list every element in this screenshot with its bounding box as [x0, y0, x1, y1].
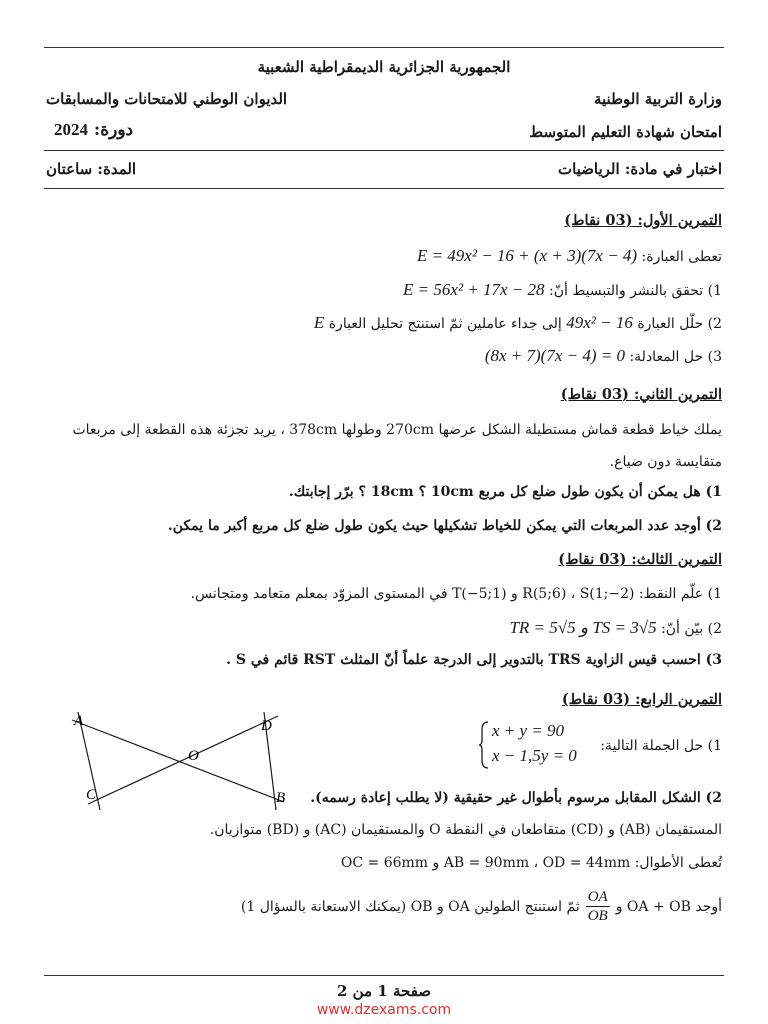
system-eq2: x − 1,5y = 0: [492, 746, 577, 765]
subject: اختبار في مادة: الرياضيات: [557, 160, 722, 178]
label-C: C: [86, 787, 97, 803]
system-brace: [478, 720, 490, 770]
ex1-q1: [46, 280, 722, 300]
session: [54, 120, 133, 140]
ratio-fraction: [586, 888, 610, 925]
ex3-q2: [46, 618, 722, 638]
label-O: O: [188, 748, 199, 764]
line-AB: [72, 720, 284, 802]
ex4-figure: [64, 706, 304, 816]
top-rule: [44, 47, 724, 48]
ex3-q2-text: 2) بيّن أنّ:: [661, 621, 722, 637]
label-B: B: [276, 790, 286, 806]
ex1-q1-text: 1) تحقق بالنشر والتبسيط أنّ:: [549, 283, 722, 299]
republic-title: الجمهورية الجزائرية الديمقراطية الشعبية: [257, 58, 511, 76]
session-year: 2024: [54, 120, 88, 139]
ex2-line1: يملك خياط قطعة قماش مستطيلة الشكل عرضها 270cm وطولها 378cm ، يريد تجزئة هذه القطعة إلى مربعات: [72, 422, 722, 438]
exam-name: امتحان شهادة التعليم المتوسط: [529, 123, 722, 141]
fraction-denominator: OB: [587, 908, 608, 924]
ex4-title: التمرين الرابع: (03 نقاط): [561, 691, 722, 708]
line-CD: [88, 716, 278, 804]
ex1-q3-text: 3) حل المعادلة:: [629, 349, 722, 365]
ex4-q2: 2) الشكل المقابل مرسوم بأطوال غير حقيقية (لا يطلب إعادة رسمه).: [310, 790, 722, 806]
ex2-title: التمرين الثاني: (03 نقاط): [560, 386, 722, 403]
ex3-q3: 3) احسب قيس الزاوية TRS بالتدوير إلى الدرجة علماً أنّ المثلث RST قائم في S .: [226, 652, 722, 668]
duration: المدة: ساعتان: [46, 160, 137, 178]
site-url[interactable]: www.dzexams.com: [316, 1002, 452, 1018]
fraction-numerator: OA: [587, 889, 608, 905]
ex2-q2: 2) أوجد عدد المربعات التي يمكن للخياط تشكيلها حيث يكون طول ضلع كل مربع أكبر ما يمكن.: [167, 518, 722, 534]
ministry: وزارة التربية الوطنية: [593, 90, 722, 108]
ex1-q2: [46, 313, 722, 333]
ex3-q2-math: TR = 5√5 و TS = 3√5: [509, 618, 657, 637]
system-eq1: x + y = 90: [492, 721, 565, 740]
label-A: A: [74, 713, 84, 729]
ex4-line3: [46, 888, 722, 925]
ex3-title: التمرين الثالث: (03 نقاط): [558, 551, 722, 568]
ex1-title: التمرين الأول: (03 نقاط): [564, 212, 722, 229]
exams-office: الديوان الوطني للامتحانات والمسابقات: [46, 90, 288, 108]
ex1-intro-line: [46, 246, 722, 266]
ex1-q3-math: (8x + 7)(7x − 4) = 0: [484, 346, 625, 365]
ex1-intro: تعطى العبارة:: [641, 249, 722, 265]
ex1-q1-math: E = 56x² + 17x − 28: [403, 280, 545, 299]
ex2-q1: 1) هل يمكن أن يكون طول ضلع كل مربع 10cm ؟ 18cm ؟ برّر إجابتك.: [288, 484, 722, 500]
ex3-q1: 1) علّم النقط: R(5;6) ، S(1;−2) و T(−5;1) في المستوى المزوّد بمعلم متعامد ومتجانس.: [190, 586, 722, 602]
ex1-q2-text-a: 2) حلّل العبارة: [637, 316, 722, 332]
ex1-q3: [46, 346, 722, 366]
ex4-q1: 1) حل الجملة التالية:: [600, 738, 722, 754]
session-label: دورة:: [93, 120, 134, 140]
ex4-line1: المستقيمان (AB) و (CD) متقاطعان في النقطة O والمستقيمان (AC) و (BD) متوازيان.: [209, 822, 722, 838]
footer-rule: [44, 975, 724, 976]
ex2-line2: متقايسة دون ضياع.: [609, 454, 722, 470]
ex1-q2-text-b: إلى جداء عاملين ثمّ استنتج تحليل العبارة: [328, 316, 562, 332]
label-D: D: [261, 718, 272, 734]
ex4-line2: تُعطى الأطوال: AB = 90mm ، OD = 44mm و OC = 66mm: [340, 855, 722, 871]
ex1-q2-math: 49x² − 16: [566, 313, 633, 332]
ex1-q2-var: E: [313, 313, 325, 332]
ex4-line3-b: ثمّ استنتج الطولين OA و OB (يمكنك الاستعانة بالسؤال 1): [240, 898, 580, 915]
subject-rule: [44, 188, 724, 189]
ex4-line3-a: أوجد OA + OB و: [615, 898, 722, 915]
ex4-system: [478, 720, 582, 770]
page-number: صفحة 1 من 2: [336, 982, 432, 1000]
header-rule: [44, 150, 724, 151]
ex1-expression: E = 49x² − 16 + (x + 3)(7x − 4): [416, 246, 638, 265]
